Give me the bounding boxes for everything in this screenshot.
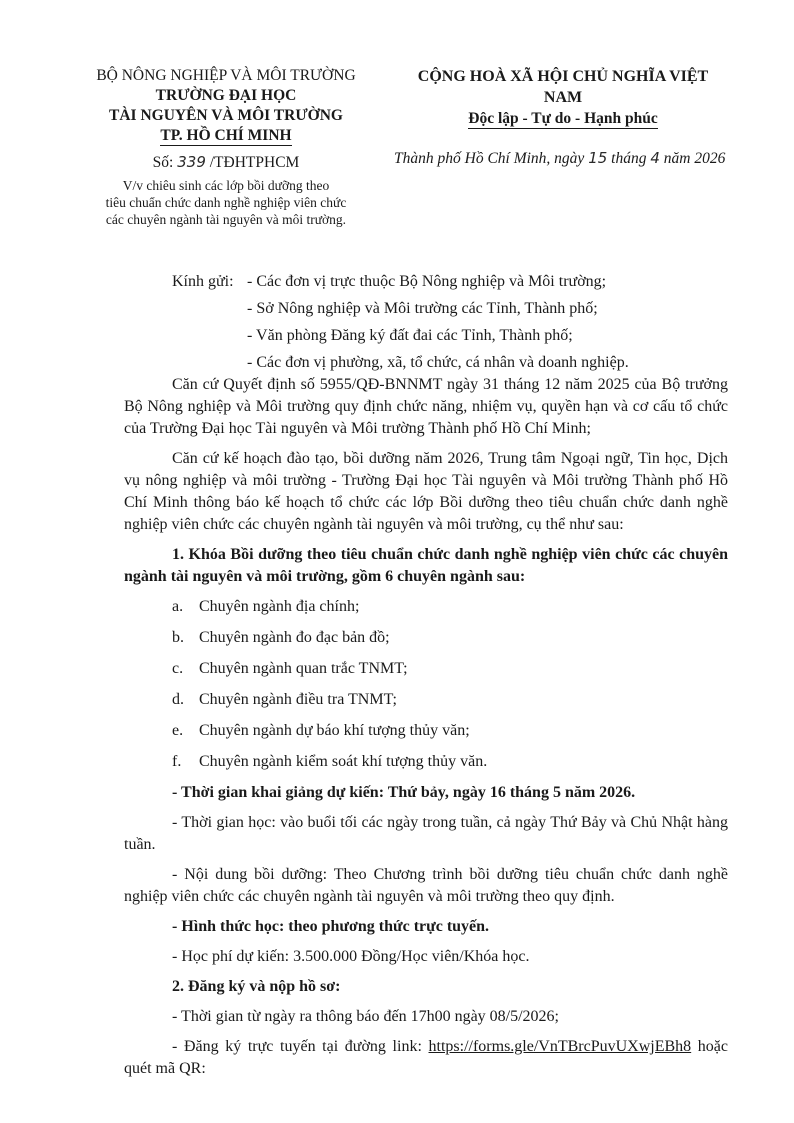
document-number-value: 339 xyxy=(177,153,206,171)
ministry-name: BỘ NÔNG NGHIỆP VÀ MÔI TRƯỜNG xyxy=(96,67,356,84)
opening-date: - Thời gian khai giảng dự kiến: Thứ bảy, ngày 16 tháng 5 năm 2026. xyxy=(172,784,636,801)
school-name-line2: TÀI NGUYÊN VÀ MÔI TRƯỜNG xyxy=(109,107,343,124)
registration-prefix: - Đăng ký trực tuyến tại đường link: xyxy=(172,1038,422,1055)
plan-paragraph: Căn cứ kế hoạch đào tạo, bồi dưỡng năm 2026, Trung tâm Ngoại ngữ, Tin học, Dịch vụ nông nghiệp và môi trường - Trường Đại học Tài nguyên và Môi trường Thành phố Hồ Chí Minh thông báo kế hoạch tổ chức các lớp Bồi dưỡng theo tiêu chuẩn chức danh nghề nghiệp viên chức các chuyên ngành tài nguyên và môi trường, cụ thể như sau: xyxy=(124,450,728,533)
registration-line xyxy=(124,1036,728,1080)
training-content: - Nội dung bồi dưỡng: Theo Chương trình bồi dưỡng tiêu chuẩn chức danh nghề nghiệp viên chức các chuyên ngành tài nguyên và môi trường theo quy định. xyxy=(124,866,728,905)
document-subject xyxy=(70,177,382,228)
document-number-label: Số: xyxy=(152,154,174,171)
issuer-header xyxy=(70,66,382,228)
document-body xyxy=(124,374,728,1088)
list-marker: b. xyxy=(172,629,184,646)
national-header xyxy=(394,66,728,167)
recipient-item: - Các đơn vị phường, xã, tổ chức, cá nhân và doanh nghiệp. xyxy=(247,354,629,371)
registration-link[interactable]: https://forms.gle/VnTBrcPuvUXwjEBh8 xyxy=(428,1038,692,1055)
recipient-item: - Văn phòng Đăng ký đất đai các Tỉnh, Thành phố; xyxy=(247,327,573,344)
recipients-block xyxy=(172,268,732,376)
date-month: 4 xyxy=(650,149,660,167)
tuition-fee: - Học phí dự kiến: 3.500.000 Đồng/Học viên/Khóa học. xyxy=(172,948,530,965)
study-schedule: - Thời gian học: vào buổi tối các ngày trong tuần, cả ngày Thứ Bảy và Chủ Nhật hàng tuần. xyxy=(124,814,728,853)
recipient-row xyxy=(172,268,732,295)
subject-line: tiêu chuẩn chức danh nghề nghiệp viên chức xyxy=(105,195,347,210)
list-item xyxy=(124,627,728,649)
school-name-line3: TP. HỒ CHÍ MINH xyxy=(160,127,292,144)
recipient-row xyxy=(172,349,732,376)
list-item xyxy=(124,689,728,711)
list-text: Chuyên ngành kiểm soát khí tượng thủy văn. xyxy=(199,753,488,770)
date-prefix: Thành phố Hồ Chí Minh, ngày xyxy=(394,150,585,167)
list-item xyxy=(124,720,728,742)
recipient-item: - Các đơn vị trực thuộc Bộ Nông nghiệp và Môi trường; xyxy=(247,273,607,290)
list-item xyxy=(124,658,728,680)
date-month-label: tháng xyxy=(611,150,647,167)
list-marker: d. xyxy=(172,691,184,708)
list-item xyxy=(124,596,728,618)
document-dateline xyxy=(394,148,764,169)
school-name-line1: TRƯỜNG ĐẠI HỌC xyxy=(155,87,297,104)
study-format: - Hình thức học: theo phương thức trực tuyến. xyxy=(172,918,490,935)
registration-suffix: hoặc quét mã QR: xyxy=(124,1038,728,1077)
document-number xyxy=(70,152,382,173)
list-item xyxy=(124,751,728,773)
list-marker: f. xyxy=(172,753,182,770)
date-day: 15 xyxy=(588,149,608,167)
subject-line: các chuyên ngành tài nguyên và môi trường. xyxy=(105,212,347,227)
recipient-row xyxy=(172,295,732,322)
list-text: Chuyên ngành đo đạc bản đồ; xyxy=(199,629,390,646)
recipients-label: Kính gửi: xyxy=(172,273,234,290)
recipient-row xyxy=(172,322,732,349)
registration-deadline: - Thời gian từ ngày ra thông báo đến 17h00 ngày 08/5/2026; xyxy=(172,1008,559,1025)
national-motto: Độc lập - Tự do - Hạnh phúc xyxy=(468,110,658,127)
list-text: Chuyên ngành quan trắc TNMT; xyxy=(199,660,408,677)
list-marker: a. xyxy=(172,598,184,615)
list-text: Chuyên ngành điều tra TNMT; xyxy=(199,691,397,708)
date-year: năm 2026 xyxy=(663,150,726,167)
section-1-title: 1. Khóa Bồi dưỡng theo tiêu chuẩn chức danh nghề nghiệp viên chức các chuyên ngành tài nguyên và môi trường, gồm 6 chuyên ngành sau: xyxy=(124,546,728,585)
list-text: Chuyên ngành dự báo khí tượng thủy văn; xyxy=(199,722,470,739)
list-marker: c. xyxy=(172,660,184,677)
legal-basis-paragraph: Căn cứ Quyết định số 5955/QĐ-BNNMT ngày 31 tháng 12 năm 2025 của Bộ trưởng Bộ Nông nghiệp và Môi trường quy định chức năng, nhiệm vụ, quyền hạn và cơ cấu tổ chức của Trường Đại học Tài nguyên và Môi trường Thành phố Hồ Chí Minh; xyxy=(124,376,728,437)
document-number-suffix: /TĐHTPHCM xyxy=(209,154,300,171)
nation-title: CỘNG HOÀ XÃ HỘI CHỦ NGHĨA VIỆT NAM xyxy=(417,68,709,106)
section-2-title: 2. Đăng ký và nộp hồ sơ: xyxy=(172,978,341,995)
subject-line: V/v chiêu sinh các lớp bồi dưỡng theo xyxy=(122,178,330,193)
list-marker: e. xyxy=(172,722,184,739)
specialty-list xyxy=(124,596,728,773)
list-text: Chuyên ngành địa chính; xyxy=(199,598,360,615)
recipient-item: - Sở Nông nghiệp và Môi trường các Tỉnh, Thành phố; xyxy=(247,300,598,317)
